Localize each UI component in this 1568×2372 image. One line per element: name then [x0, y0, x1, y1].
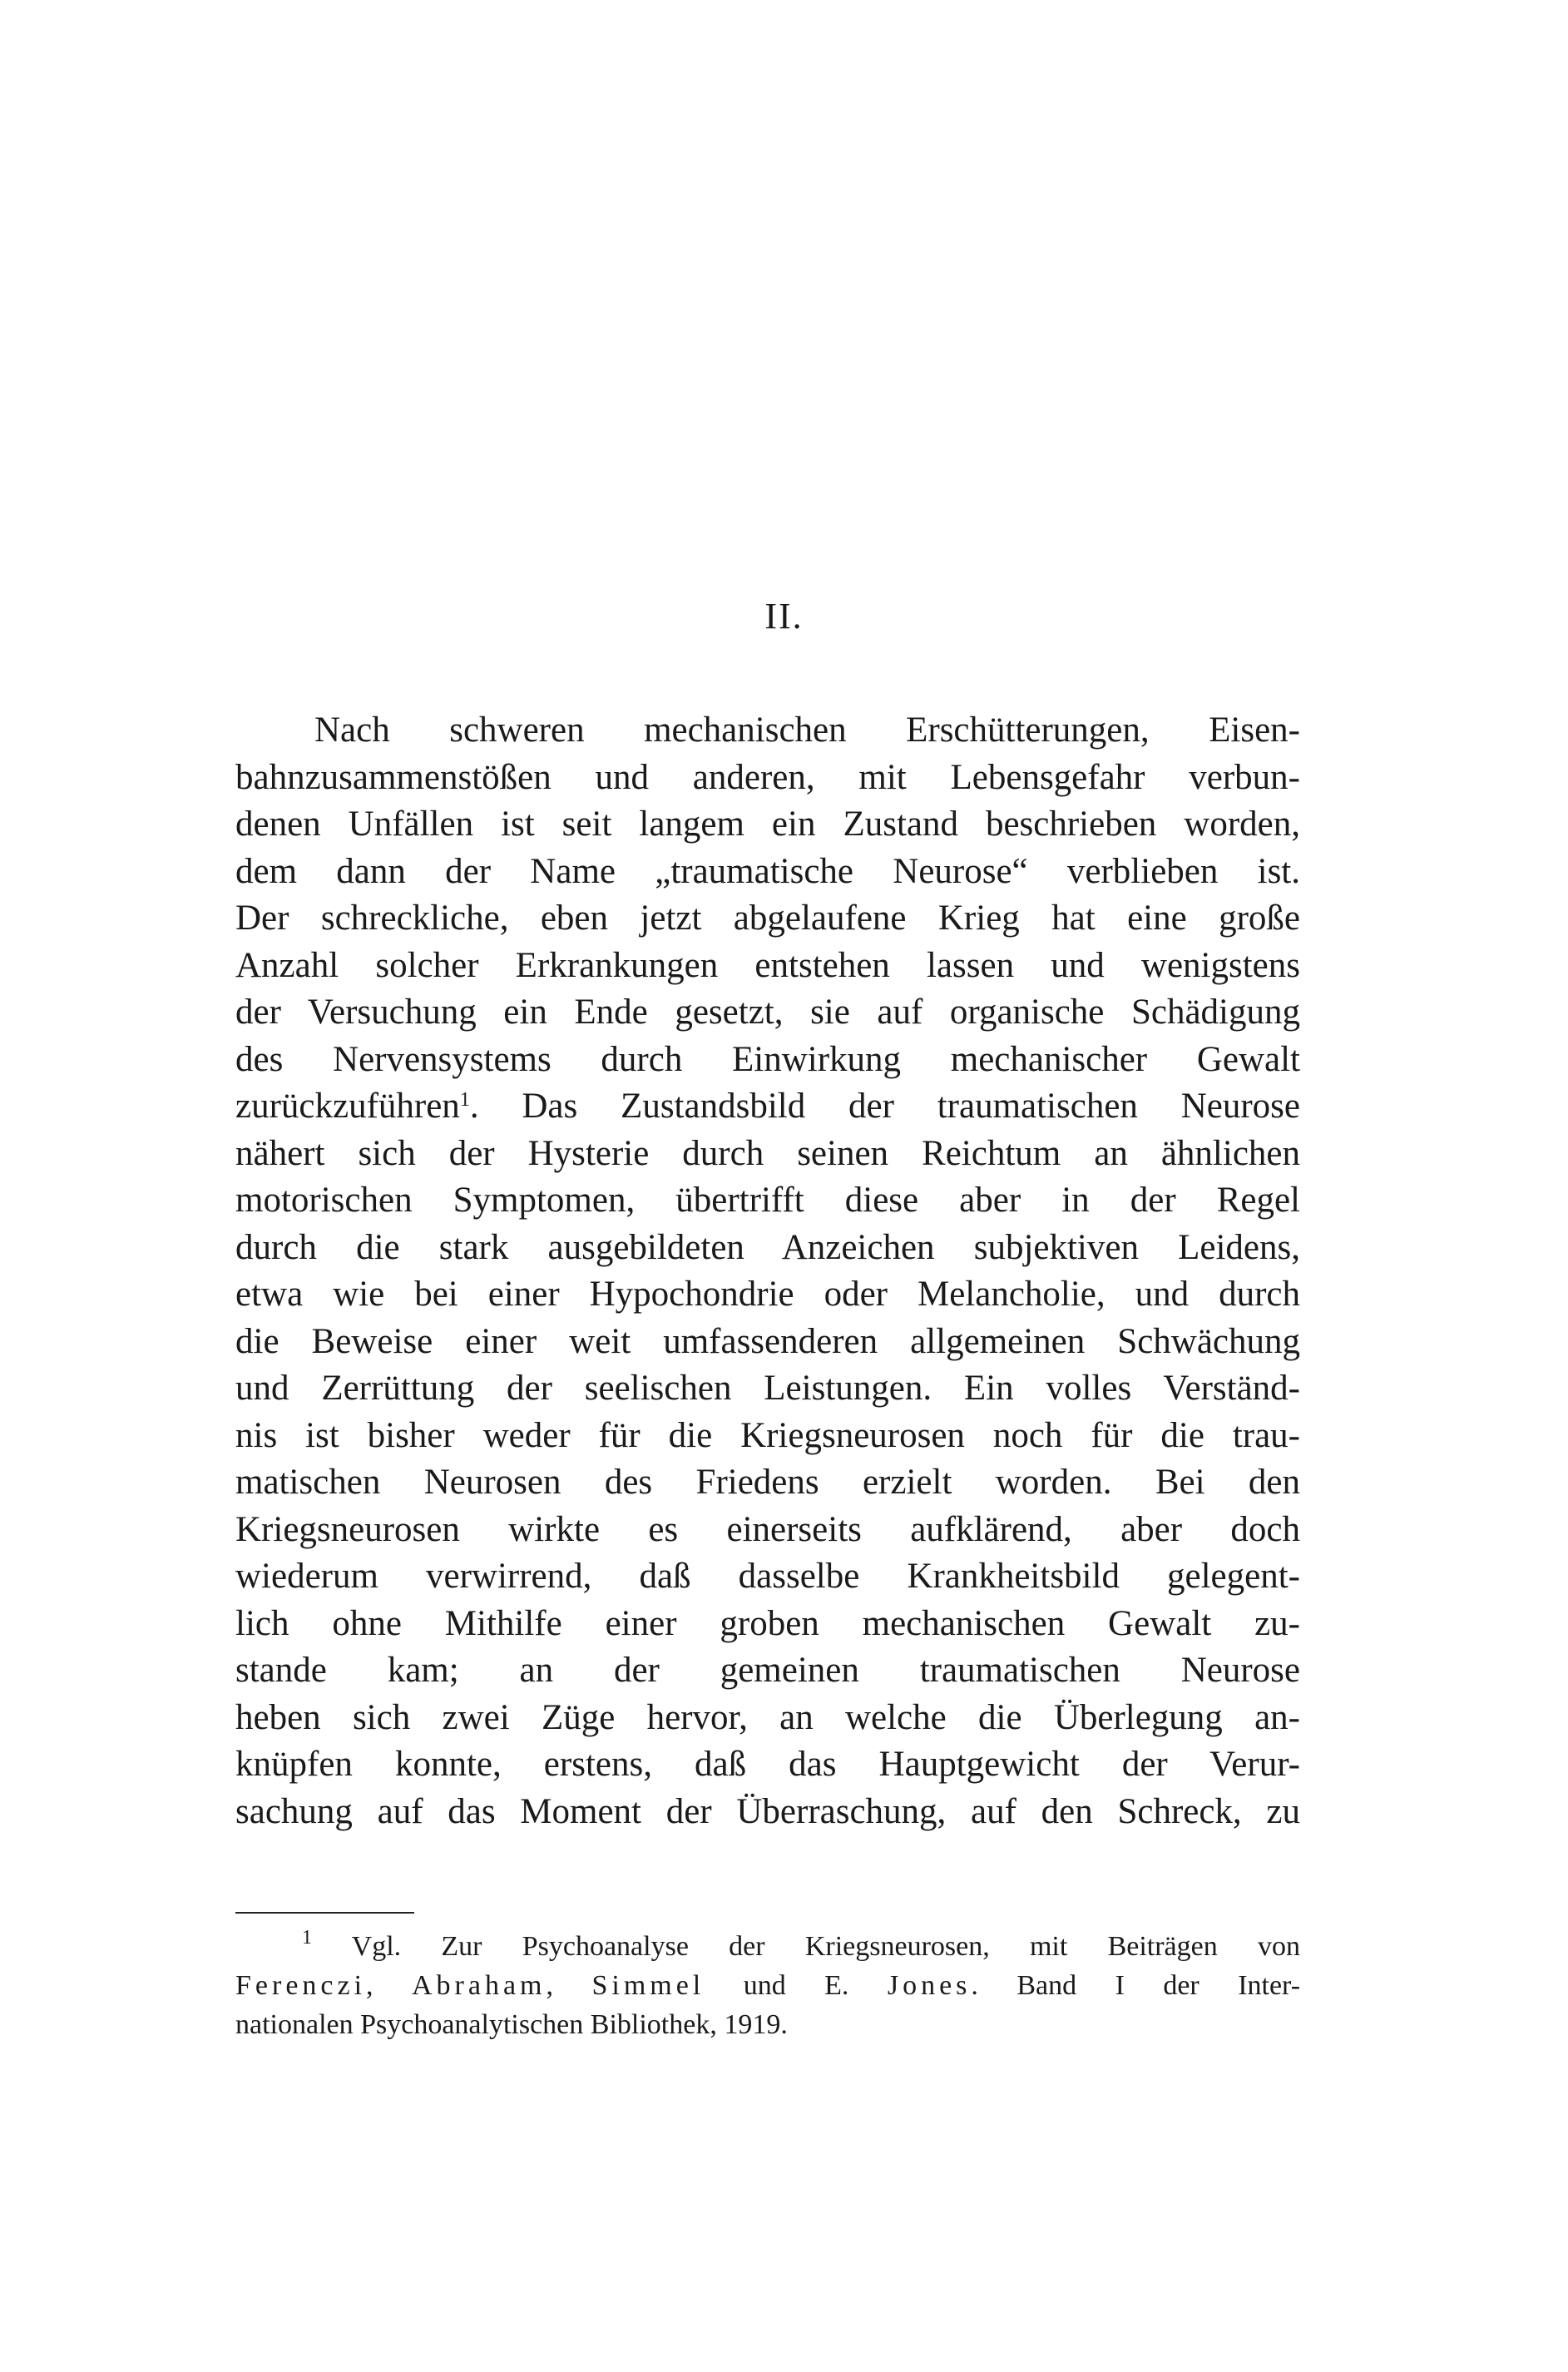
author-name: Abraham: [412, 1970, 547, 2001]
body-line-rest: . Das Zustandsbild der traumatischen Neurose: [469, 1087, 1300, 1126]
body-line: lich ohne Mithilfe einer groben mechanischen Gewalt zu-: [235, 1603, 1300, 1643]
footnote-divider: [235, 1912, 414, 1914]
author-name: Jones: [887, 1970, 972, 2001]
body-line: des Nervensystems durch Einwirkung mechanischer Gewalt: [235, 1039, 1300, 1079]
body-line-start: zurückzuführen: [235, 1087, 460, 1126]
body-line: Der schreckliche, eben jetzt abgelaufene Krieg hat eine große: [235, 899, 1300, 938]
author-name: Simmel: [591, 1970, 705, 2001]
footnote-marker: 1: [302, 1927, 312, 1949]
body-line: wiederum verwirrend, daß dasselbe Krankheitsbild gelegent-: [235, 1557, 1300, 1596]
footnote-line: [235, 1927, 1300, 1966]
body-line: durch die stark ausgebildeten Anzeichen subjektiven Leidens,: [235, 1227, 1300, 1267]
body-line: bahnzusammenstößen und anderen, mit Lebensgefahr verbun-: [235, 757, 1300, 797]
body-line: denen Unfällen ist seit langem ein Zustand beschrieben worden,: [235, 805, 1300, 844]
body-line: matischen Neurosen des Friedens erzielt worden. Bei den: [235, 1463, 1300, 1502]
body-line: dem dann der Name „traumatische Neurose“ verblieben ist.: [235, 851, 1300, 891]
author-name: Ferenczi: [235, 1970, 367, 2001]
footnote: [235, 1927, 1300, 2044]
footnote-text: Vgl. Zur Psychoanalyse der Kriegsneurosen, mit Beiträgen von: [351, 1931, 1300, 1962]
footnote-line: [235, 1966, 1300, 2005]
body-line: Kriegsneurosen wirkte es einerseits aufklärend, aber doch: [235, 1509, 1300, 1549]
body-line: stande kam; an der gemeinen traumatischen Neurose: [235, 1651, 1300, 1690]
body-line: der Versuchung ein Ende gesetzt, sie auf organische Schädigung: [235, 993, 1300, 1032]
body-line: Anzahl solcher Erkrankungen entstehen lassen und wenigstens: [235, 945, 1300, 985]
body-line: Nach schweren mechanischen Erschütterungen, Eisen-: [314, 711, 1300, 750]
footnote-text: . Band I der Inter-: [971, 1970, 1300, 2001]
body-line: etwa wie bei einer Hypochondrie oder Melancholie, und durch: [235, 1275, 1300, 1314]
separator: ,: [366, 1970, 412, 2001]
body-text: [235, 707, 1300, 1835]
body-line: und Zerrüttung der seelischen Leistungen. Ein volles Verständ-: [235, 1369, 1300, 1408]
body-line: knüpfen konnte, erstens, daß das Hauptgewicht der Verur-: [235, 1745, 1300, 1784]
body-line-with-footnote-ref: [235, 1083, 1300, 1131]
footnote-line: nationalen Psychoanalytischen Bibliothek, 1919.: [235, 2009, 788, 2040]
footnote-reference[interactable]: 1: [459, 1089, 470, 1111]
body-line: die Beweise einer weit umfassenderen allgemeinen Schwächung: [235, 1321, 1300, 1361]
footnote-text: und E.: [705, 1970, 888, 2001]
body-line: sachung auf das Moment der Überraschung, auf den Schreck, zu: [235, 1791, 1300, 1831]
body-line: motorischen Symptomen, übertrifft diese aber in der Regel: [235, 1181, 1300, 1220]
body-line: nähert sich der Hysterie durch seinen Reichtum an ähnlichen: [235, 1133, 1300, 1173]
body-line: nis ist bisher weder für die Kriegsneurosen noch für die trau-: [235, 1415, 1300, 1455]
chapter-number: II.: [764, 596, 804, 636]
body-line: heben sich zwei Züge hervor, an welche die Überlegung an-: [235, 1697, 1300, 1737]
separator: ,: [546, 1970, 592, 2001]
